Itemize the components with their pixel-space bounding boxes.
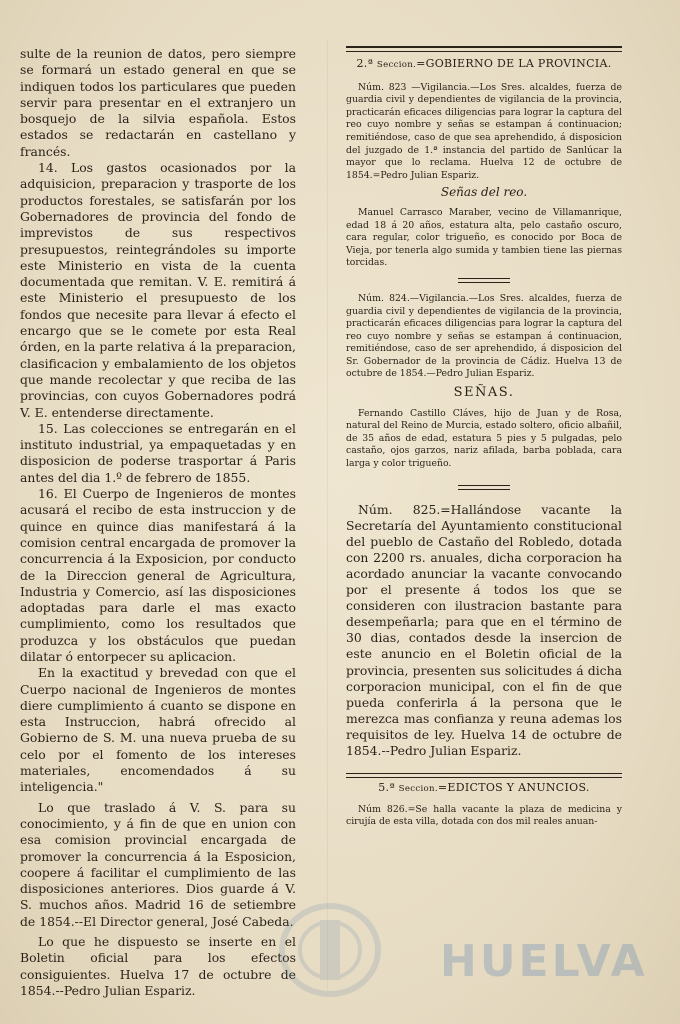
paragraph-art14: 14. Los gastos ocasionados por la adquisicion, preparacion y trasporte de los productos forestales, se satisfarán por los Gobernadores de provincia del fondo de imprevistos de sus respectivos presupuestos, reintegrándoles su importe este Ministerio en vista de la cuenta documentada que remitan. V. E. remitirá á este Ministerio el presupuesto de los fondos que necesite para llevar á efecto el encargo que se le comete por esta Real órden, en la parte relativa á la preparacion, clasificacion y embalamiento de los objetos que mande recolectar y que reciba de las provincias, con cuyos Gobernadores podrá V. E. entenderse directamente. [20, 160, 296, 420]
huelva-watermark-text: HUELVA [440, 936, 648, 987]
notice-824: Núm. 824.—Vigilancia.—Los Sres. alcaldes, fuerza de guardia civil y dependientes de vigilancia de la provincia, practicarán eficaces diligencias para lograr la captura del reo cuyo nombre y señas se estampan á continuacion, remitiéndose, caso de ser aprehendido, á disposicion del Sr. Gobernador de la provincia de Cádiz. Huelva 13 de octubre de 1854.—Pedro Julian Espariz. [346, 292, 622, 380]
notice-823: Núm. 823 —Vigilancia.—Los Sres. alcaldes, fuerza de guardia civil y dependientes de vigilancia de la provincia, practicarán eficaces diligencias para lograr la captura del reo cuyo nombre y señas se estampan á continuacion; remitiéndose, caso de que sea aprehendido, á disposicion del juzgado de 1.ª instancia del partido de Sanlúcar la mayor que lo reclama. Huelva 12 de octubre de 1854.=Pedro Julian Espariz. [346, 81, 622, 181]
separator-rule [458, 485, 510, 490]
section-rule-top [346, 46, 622, 52]
right-column [346, 46, 622, 829]
section-rule [346, 773, 622, 778]
paragraph-art16: 16. El Cuerpo de Ingenieros de montes acusará el recibo de esta instruccion y de quince en quince dias manifestará á la comision central encargada de promover la concurrencia á la Exposicion, por conducto de la Direccion general de Agricultura, Industria y Comercio, así las disposiciones adoptadas para darle el mas exacto cumplimiento, como los resultados que produzca y los obstáculos que puedan dilatar ó entorpecer su aplicacion. [20, 486, 296, 664]
separator-rule [458, 278, 510, 283]
section-heading-5 [346, 782, 622, 796]
section-number: 5.ª [378, 781, 395, 795]
paragraph-traslado: Lo que traslado á V. S. para su conocimiento, y á fin de que en union con esa comision provincial encargada de promover la concurrencia á la Esposicion, coopere á facilitar el cumplimiento de las disposiciones anteriores. Dios guarde á V. S. muchos años. Madrid 16 de setiembre de 1854.--El Director general, José Cabeda. [20, 799, 296, 929]
notice-826: Núm 826.=Se halla vacante la plaza de medicina y cirujía de esta villa, dotada con dos mil reales anuan- [346, 803, 622, 828]
section-number: 2.ª [356, 57, 374, 70]
notice-824-subtitle: SEÑAS. [453, 385, 515, 401]
notice-823-subtitle: Señas del reo. [440, 185, 528, 200]
notice-824-description: Fernando Castillo Cláves, hijo de Juan y de Rosa, natural del Reino de Murcia, estado soltero, oficio albañil, de 35 años de edad, estatura 5 pies y 5 pulgadas, pelo castaño, ojos garzos, nariz afilada, barba poblada, cara larga y color trigueño. [346, 407, 622, 470]
section-title: =GOBIERNO DE LA PROVINCIA. [416, 57, 612, 70]
section-title: =EDICTOS Y ANUNCIOS. [437, 781, 590, 795]
left-column [20, 46, 296, 999]
paragraph-art15: 15. Las colecciones se entregarán en el instituto industrial, ya empaquetadas y en disposicion de poderse trasportar á Paris antes del dia 1.º de febrero de 1855. [20, 420, 296, 485]
notice-825: Núm. 825.=Hallándose vacante la Secretaría del Ayuntamiento constitucional del pueblo de Castaño del Robledo, dotada con 2200 rs. anuales, dicha corporacion ha acordado anunciar la vacante convocando por el presente á todos los que se consideren con ilustracion bastante para desempeñarla; para que en el término de 30 dias, contados desde la insercion de este anuncio en el Boletin oficial de la provincia, presenten sus solicitudes á dicha corporacion municipal, con el fin de que pueda conferirla á la persona que le merezca mas confianza y reuna ademas los requisitos de ley. Huelva 14 de octubre de 1854.--Pedro Julian Espariz. [346, 501, 622, 759]
paragraph-continuation: sulte de la reunion de datos, pero siempre se formará un estado general en que se indiquen todos los particulares que pueden servir para presentar en el extranjero un bosquejo de la silvia española. Estos estados se redactarán en castellano y francés. [20, 46, 296, 159]
section-label: Seccion. [398, 784, 438, 795]
paragraph-insert: Lo que he dispuesto se inserte en el Boletin oficial para los efectos consiguientes. Huelva 17 de octubre de 1854.--Pedro Julian Espariz. [20, 934, 296, 998]
section-label: Seccion. [376, 60, 417, 70]
column-gutter [327, 40, 328, 990]
paragraph-closing: En la exactitud y brevedad con que el Cuerpo nacional de Ingenieros de montes diere cumplimiento á cuanto se dispone en esta Instruccion, habrá ofrecido al Gobierno de S. M. una nueva prueba de su celo por el fomento de los intereses materiales, encomendados á su inteligencia." [20, 665, 296, 795]
section-heading-2 [346, 58, 622, 72]
notice-823-description: Manuel Carrasco Maraber, vecino de Villamanrique, edad 18 á 20 años, estatura alta, pelo castaño oscuro, cara regular, color trigueño, es conocido por Boca de Vieja, por tenerla algo sumida y tambien tiene las piernas torcidas. [346, 206, 622, 269]
